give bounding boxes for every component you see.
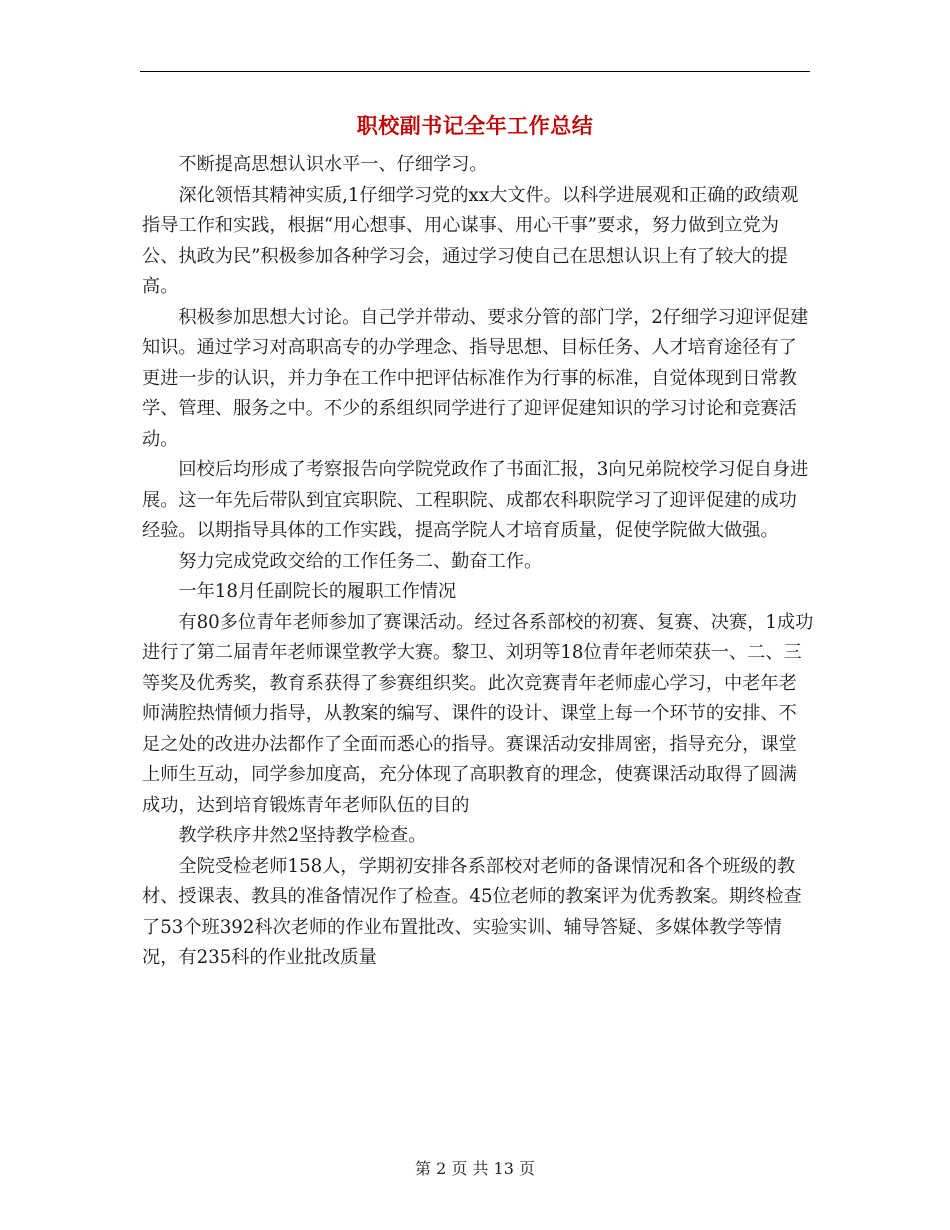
paragraph: 努力完成党政交给的工作任务二、勤奋工作。 bbox=[178, 550, 543, 572]
page-number-footer: 第 2 页 共 13 页 bbox=[415, 1159, 535, 1178]
paragraph: 一年18月任副院长的履职工作情况 bbox=[178, 581, 457, 602]
paragraph: 深化领悟其精神实质,1仔细学习党的xx大文件。以科学进展观和正确的政绩观指导工作和实践，根据“用心想事、用心谋事、用心干事”要求，努力做到立党为公、执政为民”积极参加各种学习会，通过学习使自己在思想认识上有了较大的提高。 bbox=[142, 184, 799, 297]
paragraph: 积极参加思想大讨论。自己学并带动、要求分管的部门学，2仔细学习迎评促建知识。通过学习对高职高专的办学理念、指导思想、目标任务、人才培育途径有了更进一步的认识，并力争在工作中把评估标准作为行事的标准，自觉体现到日常教学、管理、服务之中。不少的系组织同学进行了迎评促建知识的学习讨论和竞赛活动。 bbox=[142, 306, 809, 450]
paragraph: 有80多位青年老师参加了赛课活动。经过各系部校的初赛、复赛、决赛，1成功进行了第二届青年老师课堂教学大赛。黎卫、刘玥等18位青年老师荣获一、二、三等奖及优秀奖，教育系获得了参赛组织奖。此次竞赛青年老师虚心学习，中老年老师满腔热情倾力指导，从教案的编写、课件的设计、课堂上每一个环节的安排、不足之处的改进办法都作了全面而悉心的指导。赛课活动安排周密，指导充分，课堂上师生互动，同学参加度高，充分体现了高职教育的理念，使赛课活动取得了圆满成功，达到培育锻炼青年老师队伍的目的 bbox=[142, 611, 814, 816]
paragraph: 全院受检老师158人，学期初安排各系部校对老师的备课情况和各个班级的教材、授课表、教具的准备情况作了检查。45位老师的教案评为优秀教案。期终检查了53个班392科次老师的作业布置批改、实验实训、辅导答疑、多媒体教学等情况，有235科的作业批改质量 bbox=[142, 855, 802, 968]
paragraph: 不断提高思想认识水平一、仔细学习。 bbox=[178, 154, 488, 175]
header-rule bbox=[140, 71, 810, 72]
paragraph: 回校后均形成了考察报告向学院党政作了书面汇报，3向兄弟院校学习促自身进展。这一年先后带队到宜宾职院、工程职院、成都农科职院学习了迎评促建的成功经验。以期指导具体的工作实践，提高学院人才培育质量，促使学院做大做强。 bbox=[142, 459, 809, 541]
paragraph: 教学秩序井然2坚持教学检查。 bbox=[178, 825, 427, 846]
document-title: 职校副书记全年工作总结 bbox=[356, 114, 594, 138]
document-body bbox=[142, 150, 814, 974]
